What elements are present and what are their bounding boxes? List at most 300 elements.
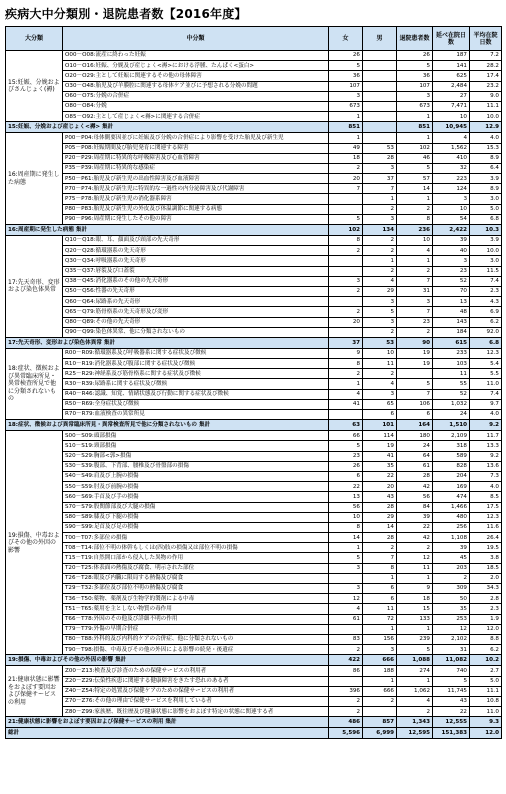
value-cell: [329, 266, 363, 276]
value-cell: 18.5: [470, 563, 502, 573]
value-cell: 20: [329, 174, 363, 184]
value-cell: 143: [433, 317, 470, 327]
middle-category-cell: S40－S49:肩及び上腕の損傷: [63, 471, 329, 481]
value-cell: 7.2: [470, 51, 502, 61]
value-cell: 84: [397, 502, 433, 512]
middle-category-cell: T80－T88:外科的及び内科的ケアの合併症、他に分類されないもの: [63, 634, 329, 644]
value-cell: 103: [433, 359, 470, 369]
middle-category-cell: S00－S09:頭部損傷: [63, 431, 329, 441]
header-row: [6, 27, 502, 51]
value-cell: 5: [397, 163, 433, 173]
value-cell: 15.3: [470, 143, 502, 153]
middle-category-cell: Q80－Q89:その他の先天奇形: [63, 317, 329, 327]
value-cell: 2: [363, 236, 397, 246]
value-cell: 203: [433, 563, 470, 573]
value-cell: [329, 194, 363, 204]
middle-category-cell: Z00－Z13:検査及び診査のための保健サービスの利用者: [63, 666, 329, 676]
value-cell: 1: [363, 624, 397, 634]
middle-category-cell: Z20－Z29:伝染性疾患に関連する健康障害をきたす恐れのある者: [63, 676, 329, 686]
total-value: 5,596: [329, 728, 363, 739]
middle-category-cell: Q30－Q34:呼吸器系の先天奇形: [63, 256, 329, 266]
table-row: [6, 266, 502, 276]
value-cell: 3: [397, 297, 433, 307]
value-cell: 3: [433, 256, 470, 266]
table-row: [6, 214, 502, 224]
value-cell: 256: [433, 522, 470, 532]
value-cell: 4.3: [470, 297, 502, 307]
value-cell: 9.7: [470, 399, 502, 409]
middle-category-cell: S50－S59:肘及び前腕の損傷: [63, 482, 329, 492]
table-row: [6, 573, 502, 583]
value-cell: 17.4: [470, 71, 502, 81]
value-cell: 7: [329, 184, 363, 194]
table-row: [6, 276, 502, 286]
value-cell: 27: [433, 91, 470, 101]
value-cell: 6.8: [470, 214, 502, 224]
summary-row: [6, 655, 502, 666]
value-cell: 124: [433, 184, 470, 194]
value-cell: 52: [433, 276, 470, 286]
value-cell: 66: [329, 431, 363, 441]
middle-category-cell: R70－R79:血液検査の異常所見: [63, 410, 329, 420]
middle-category-cell: T26－T28:眼及び内臓に限局する熱傷及び腐食: [63, 573, 329, 583]
middle-category-cell: Q60－Q64:尿路系の先天奇形: [63, 297, 329, 307]
value-cell: 49: [329, 143, 363, 153]
value-cell: 6: [363, 594, 397, 604]
table-row: [6, 307, 502, 317]
total-row: [6, 728, 502, 739]
value-cell: 1: [329, 112, 363, 122]
value-cell: 43: [363, 492, 397, 502]
value-cell: 10.0: [470, 112, 502, 122]
value-cell: 19: [397, 348, 433, 358]
value-cell: 9.2: [470, 451, 502, 461]
value-cell: 86: [329, 666, 363, 676]
value-cell: 42: [397, 482, 433, 492]
table-row: [6, 112, 502, 122]
value-cell: 5.0: [470, 676, 502, 686]
middle-category-cell: T15－T19:自然開口部から侵入した異物の作用: [63, 553, 329, 563]
table-row: [6, 624, 502, 634]
value-cell: 1.9: [470, 614, 502, 624]
table-row: [6, 441, 502, 451]
value-cell: 10.8: [470, 696, 502, 706]
value-cell: 2: [433, 573, 470, 583]
middle-category-cell: O10－O16:妊娠、分娩及び産じょく<褥>における浮腫、たんぱく<蛋白>: [63, 61, 329, 71]
summary-value: 11,082: [433, 655, 470, 666]
middle-category-cell: T51－T65:薬用を主としない物質の毒作用: [63, 604, 329, 614]
value-cell: 3: [329, 276, 363, 286]
summary-value: 53: [363, 337, 397, 348]
total-label: 総計: [6, 728, 329, 739]
value-cell: 318: [433, 441, 470, 451]
value-cell: 1,062: [397, 686, 433, 696]
value-cell: 35: [363, 461, 397, 471]
table-row: [6, 604, 502, 614]
value-cell: 253: [433, 614, 470, 624]
value-cell: 12.0: [470, 624, 502, 634]
value-cell: 2: [397, 707, 433, 717]
table-row: [6, 399, 502, 409]
summary-value: 12.9: [470, 122, 502, 133]
middle-category-cell: S20－S29:胸部<郭>損傷: [63, 451, 329, 461]
summary-value: 857: [363, 717, 397, 728]
summary-value: 10.3: [470, 225, 502, 236]
value-cell: 8.8: [470, 634, 502, 644]
value-cell: [329, 256, 363, 266]
value-cell: 22: [397, 522, 433, 532]
table-row: [6, 256, 502, 266]
middle-category-cell: T20－T25:体表面の熱傷及び腐食、明示された部位: [63, 563, 329, 573]
value-cell: 410: [433, 153, 470, 163]
table-row: [6, 471, 502, 481]
value-cell: 2.0: [470, 573, 502, 583]
summary-row: [6, 122, 502, 133]
value-cell: 2: [363, 543, 397, 553]
value-cell: 48: [433, 307, 470, 317]
value-cell: 2: [363, 369, 397, 379]
value-cell: 396: [329, 686, 363, 696]
value-cell: 83: [329, 634, 363, 644]
value-cell: 26: [329, 51, 363, 61]
value-cell: 180: [397, 431, 433, 441]
value-cell: 1: [397, 624, 433, 634]
value-cell: 7.4: [470, 389, 502, 399]
total-value: 6,999: [363, 728, 397, 739]
value-cell: 8: [363, 563, 397, 573]
middle-category-cell: S10－S19:頸部損傷: [63, 441, 329, 451]
value-cell: 40: [433, 246, 470, 256]
table-row: [6, 143, 502, 153]
value-cell: [363, 51, 397, 61]
value-cell: 3.0: [470, 256, 502, 266]
middle-category-cell: R40－R46:認識、知覚、情緒状態及び行動に関する症状及び徴候: [63, 389, 329, 399]
value-cell: 12.3: [470, 348, 502, 358]
value-cell: 11.0: [470, 707, 502, 717]
table-row: [6, 543, 502, 553]
value-cell: 2: [363, 696, 397, 706]
table-row: [6, 482, 502, 492]
value-cell: 3: [329, 563, 363, 573]
value-cell: 10.0: [470, 246, 502, 256]
value-cell: 20: [329, 317, 363, 327]
value-cell: 2: [329, 163, 363, 173]
value-cell: 5: [329, 441, 363, 451]
value-cell: 35: [433, 604, 470, 614]
value-cell: 10: [397, 236, 433, 246]
value-cell: 32: [433, 163, 470, 173]
middle-category-cell: Q90－Q99:染色体異常、他に分類されないもの: [63, 327, 329, 337]
middle-category-cell: R25－R29:神経系及び筋骨格系に関する症状及び徴候: [63, 369, 329, 379]
header-total-days: 延べ在院日数: [433, 27, 470, 51]
middle-category-cell: Q35－Q37:唇裂及び口蓋裂: [63, 266, 329, 276]
table-row: [6, 563, 502, 573]
table-row: [6, 348, 502, 358]
value-cell: 6: [363, 584, 397, 594]
table-row: [6, 194, 502, 204]
table-row: [6, 696, 502, 706]
value-cell: 14: [363, 522, 397, 532]
value-cell: [363, 91, 397, 101]
value-cell: 50: [433, 594, 470, 604]
summary-value: 164: [397, 420, 433, 431]
value-cell: [329, 410, 363, 420]
value-cell: 13: [329, 492, 363, 502]
value-cell: 11: [397, 563, 433, 573]
value-cell: 45: [433, 553, 470, 563]
summary-label: 16:周産期に発生した病態 集計: [6, 225, 329, 236]
value-cell: 11.1: [470, 686, 502, 696]
summary-row: [6, 420, 502, 431]
summary-value: 1,343: [397, 717, 433, 728]
value-cell: 10: [433, 112, 470, 122]
value-cell: 1,466: [433, 502, 470, 512]
value-cell: 2,484: [433, 81, 470, 91]
value-cell: 23: [329, 451, 363, 461]
category-cell: 16:周産期に発生した病態: [6, 133, 63, 225]
summary-value: 90: [397, 337, 433, 348]
middle-category-cell: O20－O29:主として妊娠に関連するその他の母体障害: [63, 71, 329, 81]
value-cell: 8.9: [470, 153, 502, 163]
discharge-table: [5, 26, 502, 739]
value-cell: 11.0: [470, 379, 502, 389]
value-cell: 19: [363, 441, 397, 451]
value-cell: 1: [329, 133, 363, 143]
value-cell: 3.9: [470, 236, 502, 246]
summary-value: 615: [433, 337, 470, 348]
value-cell: 17.5: [470, 502, 502, 512]
middle-category-cell: T66－T78:外因のその他及び詳細不明の作用: [63, 614, 329, 624]
value-cell: 23: [433, 266, 470, 276]
value-cell: 6: [363, 410, 397, 420]
middle-category-cell: S60－S69:手首及び手の損傷: [63, 492, 329, 502]
table-row: [6, 410, 502, 420]
value-cell: 11.6: [470, 522, 502, 532]
total-value: 12,595: [397, 728, 433, 739]
value-cell: 11: [363, 359, 397, 369]
value-cell: 3: [363, 389, 397, 399]
value-cell: 41: [329, 399, 363, 409]
summary-label: 15:妊娠、分娩および産じょく<褥> 集計: [6, 122, 329, 133]
value-cell: 55: [433, 379, 470, 389]
value-cell: 141: [433, 61, 470, 71]
middle-category-cell: P75－P78:胎児及び新生児の消化器系障害: [63, 194, 329, 204]
value-cell: 5: [433, 676, 470, 686]
value-cell: 10: [363, 348, 397, 358]
value-cell: 4: [363, 276, 397, 286]
value-cell: 2,109: [433, 431, 470, 441]
value-cell: [363, 112, 397, 122]
table-row: [6, 553, 502, 563]
header-middle: 中分類: [63, 27, 329, 51]
table-row: [6, 533, 502, 543]
table-row: [6, 101, 502, 111]
value-cell: 3.9: [470, 174, 502, 184]
value-cell: 673: [397, 101, 433, 111]
value-cell: 28: [397, 471, 433, 481]
value-cell: 15: [397, 604, 433, 614]
value-cell: [397, 369, 433, 379]
table-row: [6, 286, 502, 296]
value-cell: 2: [363, 204, 397, 214]
value-cell: 28.2: [470, 61, 502, 71]
value-cell: 1: [363, 573, 397, 583]
value-cell: 65: [363, 399, 397, 409]
middle-category-cell: O60－O75:分娩の合併症: [63, 91, 329, 101]
value-cell: [329, 573, 363, 583]
middle-category-cell: P50－P61:胎児及び新生児の出血性障害及び血液障害: [63, 174, 329, 184]
value-cell: 1,032: [433, 399, 470, 409]
middle-category-cell: O80－O84:分娩: [63, 101, 329, 111]
value-cell: 8: [329, 359, 363, 369]
value-cell: 52: [433, 389, 470, 399]
value-cell: 8: [329, 236, 363, 246]
middle-category-cell: O00－O08:流産に終わった妊娠: [63, 51, 329, 61]
value-cell: 28: [363, 502, 397, 512]
value-cell: [363, 71, 397, 81]
middle-category-cell: Z70－Z76:その他の理由で保健サービスを利用している者: [63, 696, 329, 706]
summary-value: 134: [363, 225, 397, 236]
value-cell: 1: [397, 256, 433, 266]
value-cell: 274: [397, 666, 433, 676]
value-cell: 480: [433, 512, 470, 522]
value-cell: 8: [329, 522, 363, 532]
value-cell: 29: [363, 512, 397, 522]
value-cell: 233: [433, 348, 470, 358]
table-row: [6, 359, 502, 369]
value-cell: 36: [397, 71, 433, 81]
table-row: [6, 133, 502, 143]
value-cell: 102: [397, 143, 433, 153]
value-cell: 4: [433, 133, 470, 143]
value-cell: 828: [433, 461, 470, 471]
value-cell: 8.9: [470, 184, 502, 194]
summary-value: 10.2: [470, 655, 502, 666]
middle-category-cell: Q20－Q28:循環器系の先天奇形: [63, 246, 329, 256]
value-cell: 1: [397, 676, 433, 686]
value-cell: 23: [397, 317, 433, 327]
page-title: 疾病大中分類別・退院患者数【2016年度】: [5, 7, 247, 21]
table-row: [6, 492, 502, 502]
value-cell: 2: [397, 543, 433, 553]
value-cell: 18: [329, 153, 363, 163]
value-cell: 7,471: [433, 101, 470, 111]
value-cell: 2.3: [470, 286, 502, 296]
value-cell: 13: [433, 297, 470, 307]
value-cell: 6: [329, 471, 363, 481]
summary-value: 101: [363, 420, 397, 431]
value-cell: 20: [363, 482, 397, 492]
middle-category-cell: P35－P39:周産期に特異的な感染症: [63, 163, 329, 173]
value-cell: 39: [397, 512, 433, 522]
table-row: [6, 676, 502, 686]
middle-category-cell: P05－P08:妊娠期間及び胎児発育に関連する障害: [63, 143, 329, 153]
table-row: [6, 204, 502, 214]
value-cell: 2: [329, 369, 363, 379]
value-cell: 6: [397, 410, 433, 420]
value-cell: 3.8: [470, 553, 502, 563]
header-discharged: 退院患者数: [397, 27, 433, 51]
value-cell: 1: [363, 676, 397, 686]
value-cell: 26: [397, 51, 433, 61]
value-cell: 3: [329, 584, 363, 594]
header-major: 大分類: [6, 27, 63, 51]
table-row: [6, 184, 502, 194]
value-cell: 2.3: [470, 604, 502, 614]
value-cell: 4: [397, 246, 433, 256]
value-cell: 589: [433, 451, 470, 461]
value-cell: 10: [433, 204, 470, 214]
table-row: [6, 666, 502, 676]
table-row: [6, 327, 502, 337]
value-cell: 34.3: [470, 584, 502, 594]
table-row: [6, 389, 502, 399]
value-cell: 223: [433, 174, 470, 184]
value-cell: 2: [329, 246, 363, 256]
value-cell: 5.4: [470, 359, 502, 369]
category-cell: 15:妊娠、分娩およびさんじょく(褥): [6, 51, 63, 122]
value-cell: 474: [433, 492, 470, 502]
middle-category-cell: P00－P04:母体側要因並びに妊娠及び分娩の合併症により影響を受けた胎児及び新生児: [63, 133, 329, 143]
value-cell: 72: [363, 614, 397, 624]
value-cell: 36: [329, 71, 363, 81]
value-cell: 4.0: [470, 410, 502, 420]
value-cell: 19.5: [470, 543, 502, 553]
value-cell: 64: [397, 451, 433, 461]
value-cell: 14: [397, 184, 433, 194]
value-cell: 24: [433, 410, 470, 420]
table-row: [6, 502, 502, 512]
value-cell: 3: [433, 194, 470, 204]
value-cell: 184: [433, 327, 470, 337]
value-cell: 1: [397, 112, 433, 122]
table-row: [6, 686, 502, 696]
table-row: [6, 379, 502, 389]
value-cell: 107: [397, 81, 433, 91]
category-cell: 19:損傷、中毒およびその他の外因の影響: [6, 431, 63, 655]
table-row: [6, 645, 502, 655]
value-cell: 7: [363, 184, 397, 194]
value-cell: 3: [363, 163, 397, 173]
table-row: [6, 81, 502, 91]
summary-value: 37: [329, 337, 363, 348]
value-cell: 3: [363, 317, 397, 327]
value-cell: 2: [329, 286, 363, 296]
middle-category-cell: R50－R69:全身症状及び徴候: [63, 399, 329, 409]
value-cell: 31: [433, 645, 470, 655]
value-cell: 12: [397, 553, 433, 563]
value-cell: 31: [397, 286, 433, 296]
value-cell: 42: [397, 533, 433, 543]
summary-value: [363, 122, 397, 133]
value-cell: 1: [397, 133, 433, 143]
summary-value: 9.3: [470, 717, 502, 728]
value-cell: [329, 204, 363, 214]
value-cell: 9: [397, 584, 433, 594]
value-cell: 43: [433, 696, 470, 706]
value-cell: 24: [397, 441, 433, 451]
value-cell: [363, 101, 397, 111]
value-cell: 1,562: [433, 143, 470, 153]
value-cell: [363, 81, 397, 91]
value-cell: 3.0: [470, 194, 502, 204]
value-cell: 6.2: [470, 645, 502, 655]
middle-category-cell: Q65－Q79:筋骨格系の先天奇形及び変形: [63, 307, 329, 317]
table-row: [6, 634, 502, 644]
middle-category-cell: Z80－Z99:家族歴、既往歴及び健康状態に影響をおよぼす特定の状態に関連する者: [63, 707, 329, 717]
middle-category-cell: Z40－Z54:特定の処置及び保健ケアのための保健サービスの利用者: [63, 686, 329, 696]
value-cell: 2: [363, 266, 397, 276]
